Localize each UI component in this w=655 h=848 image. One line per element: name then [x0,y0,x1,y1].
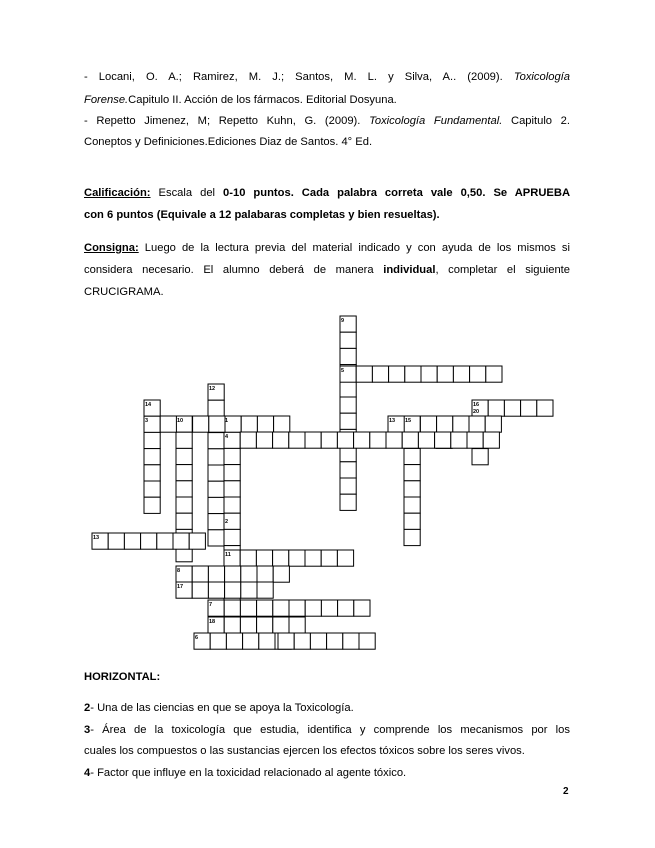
crossword-clue-number: 2 [225,519,229,525]
crossword-clue-number: 10 [177,418,184,424]
crossword-clue-number: 4 [225,434,229,440]
consigna-line-2: considera necesario. El alumno deberá de manera individual, completar el siguiente [84,264,570,276]
crossword-cell[interactable] [144,481,160,497]
crossword-cell[interactable] [467,432,483,448]
crossword-cell[interactable] [189,533,205,549]
crossword-cell[interactable] [208,481,224,497]
crossword-cell[interactable] [289,600,305,616]
crossword-clue-number: 11 [225,552,231,558]
crossword-cell[interactable] [224,465,240,481]
crossword-cell[interactable] [273,617,289,633]
crossword-clue-number: 1 [225,418,229,424]
crossword-cell[interactable] [273,432,289,448]
crossword-cell[interactable] [224,617,240,633]
clue-4: 4- Factor que influye en la toxicidad relacionado al agente tóxico. [84,767,407,779]
crossword-cell[interactable] [208,433,224,449]
crossword-clue-number: 20 [473,409,480,415]
page-number: 2 [563,786,569,797]
crossword-cell[interactable] [274,416,290,432]
crossword-cell[interactable] [144,465,160,481]
crossword-cell[interactable] [305,432,321,448]
consigna-line-3: CRUCIGRAMA. [84,286,164,298]
crossword-cell[interactable] [176,432,192,448]
crossword-cell[interactable] [208,497,224,513]
crossword-cell[interactable] [259,633,275,649]
crossword-clue-number: 15 [405,418,412,424]
crossword-cell[interactable] [273,600,289,616]
crossword-cell[interactable] [208,465,224,481]
crossword-cell[interactable] [437,416,453,432]
crossword-cell[interactable] [404,481,420,497]
crossword-cell[interactable] [124,533,140,549]
crossword-cell[interactable] [405,366,421,382]
crossword-cell[interactable] [225,566,241,582]
crossword-cell[interactable] [144,497,160,513]
crossword-clue-number: 3 [145,418,149,424]
crossword-cell[interactable] [521,400,537,416]
horizontal-heading: HORIZONTAL: [84,671,161,683]
crossword-cell[interactable] [340,381,356,397]
reference-1-line-2: Forense.Capitulo II. Acción de los fármacos. Editorial Dosyuna. [84,94,397,106]
crossword-cell[interactable] [240,550,256,566]
crossword-cell[interactable] [289,550,305,566]
crossword-cell[interactable] [173,533,189,549]
crossword-cell[interactable] [485,416,501,432]
crossword-cell[interactable] [257,600,273,616]
crossword-clue-number: 6 [195,635,199,641]
crossword-cell[interactable] [210,633,226,649]
crossword-cell[interactable] [437,366,453,382]
crossword-cell[interactable] [486,366,502,382]
crossword-cell[interactable] [337,432,353,448]
crossword-cell[interactable] [356,366,372,382]
crossword-cell[interactable] [224,448,240,464]
crossword-cell[interactable] [359,633,375,649]
crossword-cell[interactable] [157,533,173,549]
crossword-cell[interactable] [537,400,553,416]
crossword-cell[interactable] [421,366,437,382]
crossword-cells [92,316,553,649]
crossword-cell[interactable] [176,513,192,529]
crossword-cell[interactable] [483,432,499,448]
crossword-cell[interactable] [225,582,241,598]
crossword-cell[interactable] [224,481,240,497]
crossword-cell[interactable] [241,566,257,582]
crossword-clue-number: 5 [341,368,345,374]
crossword-cell[interactable] [340,348,356,364]
crossword-cell[interactable] [289,617,305,633]
crossword-cell[interactable] [310,633,326,649]
crossword-cell[interactable] [435,432,451,448]
crossword-cell[interactable] [354,600,370,616]
crossword-cell[interactable] [321,550,337,566]
crossword-cell[interactable] [404,529,420,545]
crossword-cell[interactable] [321,600,337,616]
crossword-cell[interactable] [192,582,208,598]
crossword-cell[interactable] [453,416,469,432]
crossword-cell[interactable] [256,432,272,448]
crossword-cell[interactable] [372,366,388,382]
crossword-cell[interactable] [305,600,321,616]
crossword-cell[interactable] [402,432,418,448]
clue-3-line-1: 3- Área de la toxicología que estudia, identifica y comprende los mecanismos por los [84,724,570,736]
crossword-clue-number: 13 [93,535,100,541]
crossword-cell[interactable] [337,550,353,566]
crossword-cell[interactable] [404,497,420,513]
crossword-cell[interactable] [176,497,192,513]
crossword-cell[interactable] [472,449,488,465]
crossword-cell[interactable] [208,582,224,598]
calificacion-line-1: Calificación: Escala del 0-10 puntos. Cada palabra correta vale 0,50. Se APRUEBA [84,187,571,199]
crossword-cell[interactable] [224,529,240,545]
crossword-cell[interactable] [240,617,256,633]
crossword-cell[interactable] [224,497,240,513]
crossword-cell[interactable] [404,448,420,464]
crossword-cell[interactable] [226,633,242,649]
crossword-clue-number: 13 [389,418,396,424]
crossword-clue-number: 7 [209,602,213,608]
crossword-cell[interactable] [144,432,160,448]
crossword-cell[interactable] [305,550,321,566]
crossword-cell[interactable] [144,449,160,465]
crossword-cell[interactable] [327,633,343,649]
crossword-cell[interactable] [354,432,370,448]
crossword-cell[interactable] [340,413,356,429]
calificacion-line-2: con 6 puntos (Equivale a 12 palabaras completas y bien resueltas). [84,209,440,221]
crossword-cell[interactable] [504,400,520,416]
crossword-cell[interactable] [208,530,224,546]
crossword-cell[interactable] [240,600,256,616]
crossword-cell[interactable] [160,416,176,432]
crossword-cell[interactable] [108,533,124,549]
crossword-cell[interactable] [370,432,386,448]
crossword-cell[interactable] [208,566,224,582]
crossword-cell[interactable] [257,617,273,633]
crossword-cell[interactable] [208,449,224,465]
crossword-cell[interactable] [418,432,434,448]
crossword-cell[interactable] [241,416,257,432]
crossword-cell[interactable] [404,513,420,529]
crossword-cell[interactable] [389,366,405,382]
crossword-cell[interactable] [193,416,209,432]
crossword-cell[interactable] [294,633,310,649]
crossword-cell[interactable] [340,494,356,510]
crossword-cell[interactable] [278,633,294,649]
crossword-cell[interactable] [257,582,273,598]
reference-2-line-2: Coneptos y Definiciones.Ediciones Diaz de Santos. 4° Ed. [84,136,373,148]
crossword-cell[interactable] [176,448,192,464]
crossword-cell[interactable] [469,416,485,432]
crossword-cell[interactable] [340,478,356,494]
crossword-cell[interactable] [224,600,240,616]
crossword-cell[interactable] [340,462,356,478]
crossword-cell[interactable] [289,432,305,448]
crossword-cell[interactable] [208,400,224,416]
crossword-cell[interactable] [141,533,157,549]
crossword-cell[interactable] [192,566,208,582]
crossword-cell[interactable] [404,465,420,481]
crossword-clue-number: 18 [209,619,216,625]
crossword-cell[interactable] [256,550,272,566]
crossword-cell[interactable] [176,465,192,481]
crossword-cell[interactable] [273,566,289,582]
crossword-cell[interactable] [241,582,257,598]
crossword-cell[interactable] [420,416,436,432]
crossword-cell[interactable] [470,366,486,382]
crossword-cell[interactable] [488,400,504,416]
crossword-cell[interactable] [340,332,356,348]
crossword-clue-number: 16 [473,402,480,408]
consigna-line-1: Consigna: Luego de la lectura previa del material indicado y con ayuda de los mismos si [84,242,570,254]
reference-1-line-1: - Locani, O. A.; Ramirez, M. J.; Santos, M. L. y Silva, A.. (2009). Toxicología [84,71,570,83]
crossword-cell[interactable] [451,432,467,448]
crossword-cell[interactable] [209,416,225,432]
crossword-cell[interactable] [321,432,337,448]
crossword-cell[interactable] [243,633,259,649]
crossword-clue-number: 14 [145,402,152,408]
crossword-cell[interactable] [257,566,273,582]
crossword-cell[interactable] [208,514,224,530]
crossword-cell[interactable] [273,550,289,566]
crossword-clue-number: 17 [177,584,184,590]
crossword-cell[interactable] [386,432,402,448]
reference-2-line-1: - Repetto Jimenez, M; Repetto Kuhn, G. (2009). Toxicología Fundamental. Capitulo 2. [84,115,571,127]
crossword-cell[interactable] [240,432,256,448]
crossword-cell[interactable] [176,481,192,497]
clue-3-line-2: cuales los compuestos o las sustancias ejercen los efectos tóxicos sobre los seres vivos. [84,745,525,757]
crossword-clue-number: 9 [341,318,345,324]
crossword-cell[interactable] [257,416,273,432]
crossword-cell[interactable] [340,397,356,413]
crossword-clue-number: 8 [177,568,181,574]
crossword-clue-number: 12 [209,386,216,392]
clue-2: 2- Una de las ciencias en que se apoya la Toxicología. [84,702,354,714]
crossword-cell[interactable] [453,366,469,382]
crossword-cell[interactable] [343,633,359,649]
crossword-cell[interactable] [338,600,354,616]
